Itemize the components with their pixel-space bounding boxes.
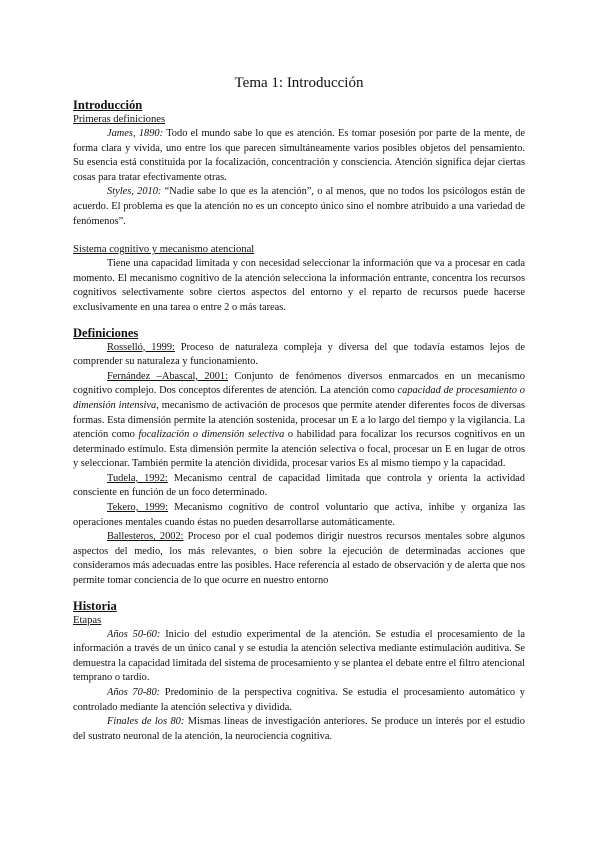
text-tekero: Mecanismo cognitivo de control voluntario que activa, inhibe y organiza las operaciones mentales cuando éstas no pueden desarrollarse automáticamente. <box>73 502 526 528</box>
paragraph-rossello <box>73 341 525 370</box>
subheading-etapas: Etapas <box>73 614 102 626</box>
heading-introduccion: Introducción <box>73 98 143 112</box>
subheading-sistema-cognitivo: Sistema cognitivo y mecanismo atencional <box>73 244 255 256</box>
paragraph-tudela <box>73 472 525 501</box>
text-anos-70-80: Predominio de la perspectiva cognitiva. Se estudia el procesamiento automático y controlado mediante la atención selectiva y dividida. <box>73 687 525 713</box>
text-fernandez-c: o habilidad para focalizar los recursos cognitivos en un determinado estímulo. Esta dimensión permite la atención selectiva o focal, procesar un E en lugar de otros y seleccionar. También permite la atención dividida, procesar varios Es al mismo tiempo y la capacidad. <box>73 429 526 470</box>
paragraph-sistema-cognitivo: Tiene una capacidad limitada y con necesidad seleccionar la información que va a procesar en cada momento. El mecanismo cognitivo de la atención selecciona la información entrante, concentra los recursos cognitivos selectivamente sobre ciertos aspectos del entorno y el reparto de recursos puede hacerse exclusivamente en una tarea o entre 2 o más tareas. <box>73 258 525 313</box>
text-james: Todo el mundo sabe lo que es atención. Es tomar posesión por parte de la mente, de forma clara y vívida, uno entre los que parecen simultáneamente varios posibles objetos del pensamiento. Su esencia está constituida por la focalización, concentración y consciencia. Atención significa dejar ciertas cosas para tratar efectivamente otras. <box>73 128 525 183</box>
citation-tekero: Tekero, 1999: <box>107 502 169 514</box>
citation-rossello: Rosselló, 1999: <box>107 341 175 353</box>
text-rossello: Proceso de naturaleza compleja y diversa del que todavía estamos lejos de comprender su naturaleza y funcionamiento. <box>73 341 525 368</box>
paragraph-james <box>73 127 525 185</box>
citation-fernandez-abascal: Fernández –Abascal, 2001: <box>107 370 228 382</box>
page-title: Tema 1: Introducción <box>234 75 364 91</box>
document-page <box>73 74 525 744</box>
citation-james: James, 1890: <box>107 128 164 139</box>
text-tudela: Mecanismo central de capacidad limitada que controla y orienta la actividad consciente en función de un foco determinado. <box>73 472 525 499</box>
text-fernandez-b: , mecanismo de activación de procesos que permite atender diferentes focos de diversas formas. Esta dimensión permite la atención sostenida, procesar un E a lo largo del tiempo y la vigilancia. La atención como <box>73 399 525 441</box>
text-anos-50-60: Inicio del estudio experimental de la atención. Se estudia el procesamiento de la información a través de un único canal y se estudia la atención selectiva mediante estimulación auditiva. Se demuestra la capacidad limitada del sistema de procesamiento y se plantea el debate entre el filtro atencional temprano o tardío. <box>73 628 525 684</box>
paragraph-anos-50-60 <box>73 628 525 686</box>
citation-ballesteros: Ballesteros, 2002: <box>107 531 184 543</box>
subheading-primeras-definiciones: Primeras definiciones <box>73 114 166 125</box>
paragraph-anos-70-80 <box>73 686 525 715</box>
italic-focalizacion: focalización o dimensión selectiva <box>138 429 285 441</box>
citation-tudela: Tudela, 1992: <box>107 472 168 484</box>
paragraph-finales-80 <box>73 715 525 744</box>
paragraph-ballesteros <box>73 530 525 588</box>
italic-capacidad: capacidad de procesamiento o dimensión intensiva <box>73 385 525 411</box>
paragraph-styles <box>73 185 525 229</box>
paragraph-tekero <box>73 501 525 530</box>
text-styles: “Nadie sabe lo que es la atención”, o al menos, que no todos los psicólogos están de acuerdo. El problema es que la atención no es un concepto único sino el nombre atribuido a una variedad de fenómenos”. <box>73 186 525 227</box>
paragraph-fernandez-abascal <box>73 370 525 472</box>
text-ballesteros: Proceso por el cual podemos dirigir nuestros recursos mentales sobre algunos aspectos del medio, los más relevantes, o bien sobre la ejecución de determinadas acciones que consideramos más adecuadas entre las posibles. Hace referencia al estado de observación y de alerta que nos permite tomar conciencia de lo que ocurre en nuestro entorno <box>73 531 525 587</box>
heading-definiciones: Definiciones <box>73 325 139 340</box>
heading-historia: Historia <box>73 598 117 613</box>
text-fernandez-a: Conjunto de fenómenos diversos enmarcados en un mecanismo cognitivo complejo. Dos conceptos diferentes de atención. La atención como <box>73 370 525 397</box>
text-finales-80: Mismas líneas de investigación anteriores. Se produce un interés por el estudio del sustrato neuronal de la atención, la neurociencia cognitiva. <box>73 716 525 742</box>
citation-anos-70-80: Años 70-80: <box>107 687 161 698</box>
citation-styles: Styles, 2010: <box>107 186 162 198</box>
citation-finales-80: Finales de los 80: <box>107 716 185 728</box>
citation-anos-50-60: Años 50-60: <box>107 628 161 640</box>
